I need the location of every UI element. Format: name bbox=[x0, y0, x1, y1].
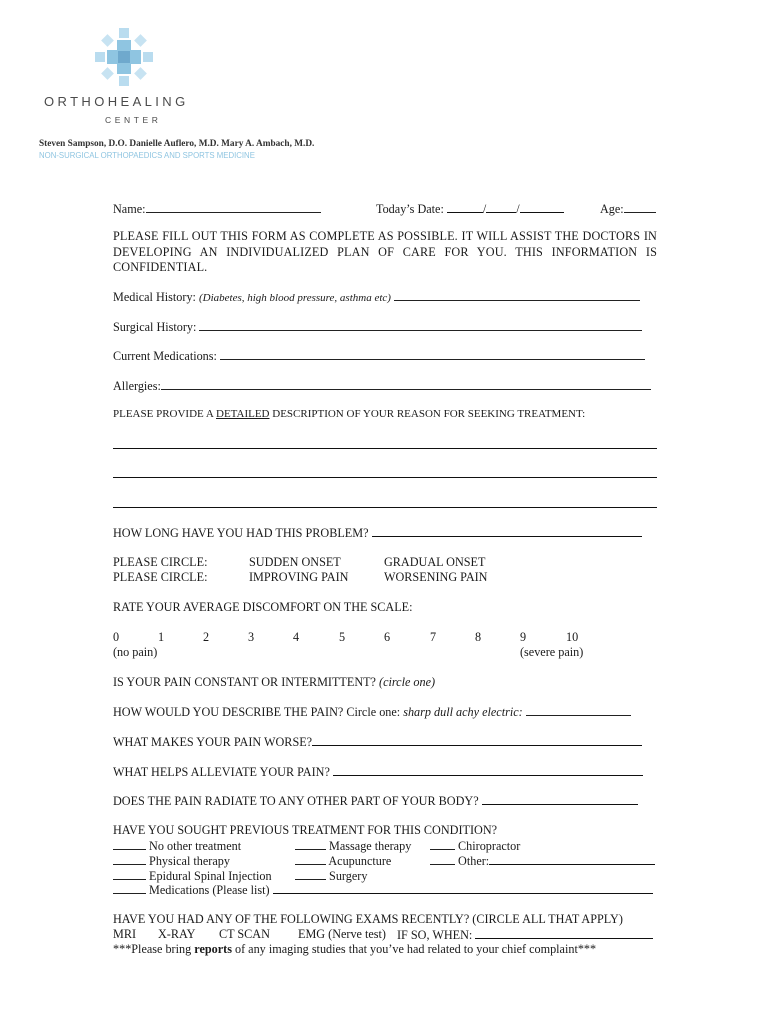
scale-7[interactable]: 7 bbox=[430, 630, 437, 644]
age-label: Age: bbox=[600, 202, 624, 216]
describe-row bbox=[113, 704, 631, 720]
scale-label: RATE YOUR AVERAGE DISCOMFORT ON THE SCALE: bbox=[113, 600, 413, 614]
scale-high-label: (severe pain) bbox=[520, 645, 584, 659]
radiate-label: DOES THE PAIN RADIATE TO ANY OTHER PART OF YOUR BODY? bbox=[113, 794, 479, 808]
checkbox-no-other[interactable] bbox=[113, 838, 146, 850]
treatment-chiropractor bbox=[430, 838, 520, 854]
name-row bbox=[113, 201, 321, 217]
constant-label: IS YOUR PAIN CONSTANT OR INTERMITTENT? bbox=[113, 675, 376, 689]
treatment-acupuncture bbox=[295, 853, 391, 869]
scale-3[interactable]: 3 bbox=[248, 630, 255, 644]
scale-2[interactable]: 2 bbox=[203, 630, 210, 644]
reports-emphasis: reports bbox=[194, 942, 232, 956]
alleviate-field[interactable] bbox=[333, 764, 643, 776]
exams-when-field[interactable] bbox=[475, 927, 653, 939]
worse-field[interactable] bbox=[312, 734, 642, 746]
circle-label-2: PLEASE CIRCLE: bbox=[113, 570, 208, 584]
treatment-surgery-label: Surgery bbox=[329, 869, 368, 883]
brand-name: ORTHOHEALING bbox=[44, 94, 189, 109]
treatment-massage-label: Massage therapy bbox=[329, 839, 412, 853]
intro-paragraph: PLEASE FILL OUT THIS FORM AS COMPLETE AS POSSIBLE. IT WILL ASSIST THE DOCTORS IN DEVELOPING AN INDIVIDUALIZED PLAN OF CARE FOR YOU. THIS INFORMATION IS CONFIDENTIAL. bbox=[113, 229, 657, 275]
date-month-field[interactable] bbox=[447, 201, 483, 213]
option-sudden-onset[interactable]: SUDDEN ONSET bbox=[249, 555, 341, 569]
option-improving-pain[interactable]: IMPROVING PAIN bbox=[249, 570, 349, 584]
treatment-massage bbox=[295, 838, 411, 854]
date-year-field[interactable] bbox=[520, 201, 564, 213]
alleviate-row bbox=[113, 764, 643, 780]
treatment-medications-label: Medications (Please list) bbox=[149, 883, 270, 897]
exam-ct-scan[interactable]: CT SCAN bbox=[219, 927, 270, 941]
reason-line-1[interactable] bbox=[113, 448, 657, 449]
worse-row bbox=[113, 734, 642, 750]
medications-field[interactable] bbox=[220, 348, 645, 360]
age-row bbox=[600, 201, 656, 217]
checkbox-surgery[interactable] bbox=[295, 868, 326, 880]
exam-xray[interactable]: X-RAY bbox=[158, 927, 196, 941]
medications-label: Current Medications: bbox=[113, 349, 217, 363]
name-field[interactable] bbox=[146, 201, 321, 213]
brand-subtitle: CENTER bbox=[105, 115, 162, 125]
prev-treatment-label: HAVE YOU SOUGHT PREVIOUS TREATMENT FOR THIS CONDITION? bbox=[113, 823, 498, 837]
alleviate-label: WHAT HELPS ALLEVIATE YOUR PAIN? bbox=[113, 765, 330, 779]
scale-4[interactable]: 4 bbox=[293, 630, 300, 644]
reports-suffix: of any imaging studies that you’ve had related to your chief complaint*** bbox=[231, 942, 597, 956]
worse-label: WHAT MAKES YOUR PAIN WORSE? bbox=[113, 735, 313, 749]
option-gradual-onset[interactable]: GRADUAL ONSET bbox=[384, 555, 486, 569]
checkbox-chiropractor[interactable] bbox=[430, 838, 455, 850]
other-treatment-field[interactable] bbox=[489, 853, 655, 865]
date-label: Today’s Date: bbox=[376, 202, 444, 216]
date-row bbox=[376, 201, 564, 217]
medical-history-field[interactable] bbox=[394, 289, 640, 301]
treatment-acupuncture-label: Acupuncture bbox=[328, 854, 392, 868]
surgical-history-label: Surgical History: bbox=[113, 320, 197, 334]
reason-prefix: PLEASE PROVIDE A bbox=[113, 408, 216, 420]
medical-history-row bbox=[113, 289, 640, 305]
treatment-no-other bbox=[113, 838, 241, 854]
scale-10[interactable]: 10 bbox=[566, 630, 579, 644]
name-label: Name: bbox=[113, 202, 146, 216]
describe-field[interactable] bbox=[526, 704, 631, 716]
age-field[interactable] bbox=[624, 201, 656, 213]
reason-line-2[interactable] bbox=[113, 477, 657, 478]
describe-label: HOW WOULD YOU DESCRIBE THE PAIN? Circle one: bbox=[113, 705, 401, 719]
scale-0[interactable]: 0 bbox=[113, 630, 120, 644]
treatment-physical-label: Physical therapy bbox=[149, 854, 230, 868]
exams-label: HAVE YOU HAD ANY OF THE FOLLOWING EXAMS RECENTLY? (CIRCLE ALL THAT APPLY) bbox=[113, 912, 623, 926]
reason-prompt bbox=[113, 408, 585, 420]
checkbox-medications[interactable] bbox=[113, 882, 146, 894]
treatment-epidural-label: Epidural Spinal Injection bbox=[149, 869, 272, 883]
orthohealing-logo-icon bbox=[93, 26, 155, 88]
medications-row bbox=[113, 348, 645, 364]
exam-mri[interactable]: MRI bbox=[113, 927, 137, 941]
allergies-field[interactable] bbox=[161, 378, 651, 390]
how-long-field[interactable] bbox=[372, 525, 642, 537]
radiate-field[interactable] bbox=[482, 793, 638, 805]
scale-6[interactable]: 6 bbox=[384, 630, 391, 644]
option-worsening-pain[interactable]: WORSENING PAIN bbox=[384, 570, 488, 584]
allergies-label: Allergies: bbox=[113, 379, 161, 393]
circle-label-1: PLEASE CIRCLE: bbox=[113, 555, 208, 569]
how-long-row bbox=[113, 525, 642, 541]
checkbox-physical-therapy[interactable] bbox=[113, 853, 146, 865]
scale-5[interactable]: 5 bbox=[339, 630, 346, 644]
date-day-field[interactable] bbox=[486, 201, 516, 213]
reports-note bbox=[113, 942, 596, 957]
constant-hint: (circle one) bbox=[379, 675, 436, 689]
reason-line-3[interactable] bbox=[113, 507, 657, 508]
treatment-chiropractor-label: Chiropractor bbox=[458, 839, 521, 853]
reason-suffix: DESCRIPTION OF YOUR REASON FOR SEEKING TREATMENT: bbox=[269, 408, 586, 420]
treatment-medications bbox=[113, 882, 653, 898]
treatment-other-label: Other: bbox=[458, 854, 490, 868]
radiate-row bbox=[113, 793, 638, 809]
reports-prefix: ***Please bring bbox=[113, 942, 195, 956]
reason-emphasis: DETAILED bbox=[216, 408, 270, 420]
date-separator: / bbox=[482, 202, 487, 216]
treatment-no-other-label: No other treatment bbox=[149, 839, 242, 853]
exams-when-row bbox=[397, 927, 653, 943]
constant-row bbox=[113, 675, 435, 690]
specialty-tagline: NON-SURGICAL ORTHOPAEDICS AND SPORTS MEDICINE bbox=[39, 151, 255, 160]
allergies-row bbox=[113, 378, 651, 394]
how-long-label: HOW LONG HAVE YOU HAD THIS PROBLEM? bbox=[113, 526, 369, 540]
checkbox-massage[interactable] bbox=[295, 838, 326, 850]
treatment-other bbox=[430, 853, 655, 869]
exam-emg[interactable]: EMG (Nerve test) bbox=[298, 927, 386, 941]
scale-8[interactable]: 8 bbox=[475, 630, 482, 644]
treatment-physical bbox=[113, 853, 230, 869]
checkbox-epidural[interactable] bbox=[113, 868, 146, 880]
checkbox-other[interactable] bbox=[430, 853, 455, 865]
scale-low-label: (no pain) bbox=[113, 645, 158, 659]
doctors-list: Steven Sampson, D.O. Danielle Auflero, M.D. Mary A. Ambach, M.D. bbox=[39, 139, 315, 149]
scale-1[interactable]: 1 bbox=[158, 630, 165, 644]
medical-history-hint: (Diabetes, high blood pressure, asthma etc) bbox=[198, 292, 391, 304]
surgical-history-field[interactable] bbox=[199, 319, 642, 331]
surgical-history-row bbox=[113, 319, 642, 335]
medical-history-label: Medical History: bbox=[113, 290, 196, 304]
date-separator: / bbox=[516, 202, 520, 216]
scale-9[interactable]: 9 bbox=[520, 630, 527, 644]
checkbox-acupuncture[interactable] bbox=[295, 853, 326, 865]
exams-when-label: IF SO, WHEN: bbox=[397, 928, 473, 942]
describe-options[interactable]: sharp dull achy electric: bbox=[403, 705, 523, 719]
treatment-surgery bbox=[295, 868, 367, 884]
